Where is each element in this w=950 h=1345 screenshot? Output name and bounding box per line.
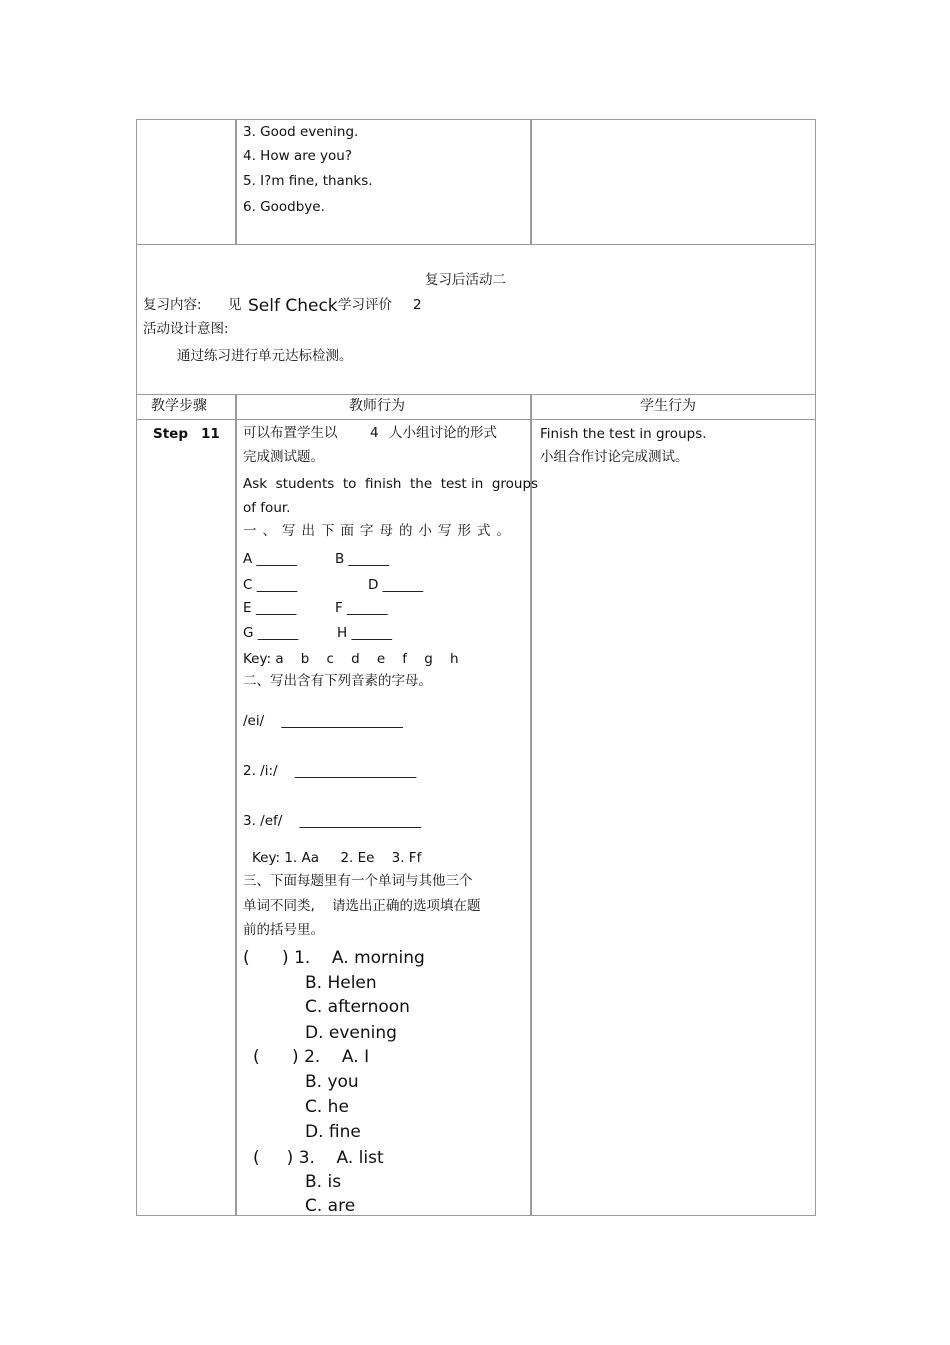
main-col-divider-2 [530,394,532,1216]
mc-1-option-b: B. Helen [305,973,377,993]
teacher-intro-1a: 可以布置学生以 [243,425,338,441]
answer-key-1: Key: a b c d e f g h [243,651,459,667]
teacher-intro-2: 完成测试题。 [243,449,324,465]
top-line-1: 3. Good evening. [243,124,359,140]
mc-3-option-c: C. are [305,1196,356,1216]
top-line-2: 4. How are you? [243,148,353,164]
question-3-line-3: 前的括号里。 [243,922,324,938]
teacher-english-1: Ask students to finish the test in groups [243,476,539,492]
letter-item-f: F ______ [335,600,388,616]
mc-2-stem: ( ) 2. A. I [253,1047,370,1067]
top-line-4: 6. Goodbye. [243,199,325,215]
mc-2-option-b: B. you [305,1072,359,1092]
review-content-num: 2 [413,297,422,313]
phoneme-line-3: 3. /ef/ __________________ [243,813,421,829]
review-content-self-check: Self Check [248,296,338,316]
phoneme-line-2: 2. /i:/ __________________ [243,763,417,779]
main-table [136,394,816,1216]
letter-item-g: G ______ [243,625,299,641]
answer-key-2: Key: 1. Aa 2. Ee 3. Ff [252,850,422,866]
teacher-intro-1b: 4 [370,425,379,441]
step-label: Step [153,426,188,442]
student-line-2: 小组合作讨论完成测试。 [540,449,689,465]
mc-1-option-c: C. afternoon [305,997,410,1017]
mc-3-stem: ( ) 3. A. list [253,1148,384,1168]
mc-1-stem: ( ) 1. A. morning [243,948,425,968]
header-teaching-steps: 教学步骤 [151,398,207,414]
header-teacher-behavior: 教师行为 [349,398,405,414]
design-intent-label: 活动设计意图: [143,321,229,337]
question-2-title: 二、写出含有下列音素的字母。 [243,673,432,689]
phoneme-line-1: /ei/ __________________ [243,713,403,729]
review-content-jian: 见 [228,297,242,313]
teacher-english-2: of four. [243,500,291,516]
mc-2-option-c: C. he [305,1097,349,1117]
activity-title: 复习后活动二 [425,272,506,288]
review-content-eval: 学习评价 [338,297,392,313]
question-1-title: 一、写出下面字母的小写形式。 [243,523,516,539]
letter-item-b: B ______ [335,551,390,567]
student-line-1: Finish the test in groups. [540,426,707,442]
header-student-behavior: 学生行为 [640,398,696,414]
mc-3-option-b: B. is [305,1172,342,1192]
question-3-line-1: 三、下面每题里有一个单词与其他三个 [243,873,473,889]
top-table-block [136,119,816,245]
letter-item-d: D ______ [368,577,424,593]
mc-2-option-d: D. fine [305,1122,361,1142]
teacher-intro-1c: 人小组讨论的形式 [389,425,497,441]
letter-item-h: H ______ [337,625,392,641]
step-number: 11 [201,426,220,442]
design-intent-text: 通过练习进行单元达标检测。 [177,348,353,364]
top-col-divider-2 [530,119,532,245]
top-line-3: 5. I?m fine, thanks. [243,173,373,189]
main-col-divider-1 [235,394,237,1216]
review-content-label: 复习内容: [143,297,202,313]
letter-item-e: E ______ [243,600,297,616]
question-3-line-2: 单词不同类, 请选出正确的选项填在题 [243,898,481,914]
letter-item-c: C ______ [243,577,298,593]
mc-1-option-d: D. evening [305,1023,397,1043]
main-table-header-divider [136,419,816,420]
letter-item-a: A ______ [243,551,298,567]
activity-block [136,244,816,395]
top-col-divider-1 [235,119,237,245]
